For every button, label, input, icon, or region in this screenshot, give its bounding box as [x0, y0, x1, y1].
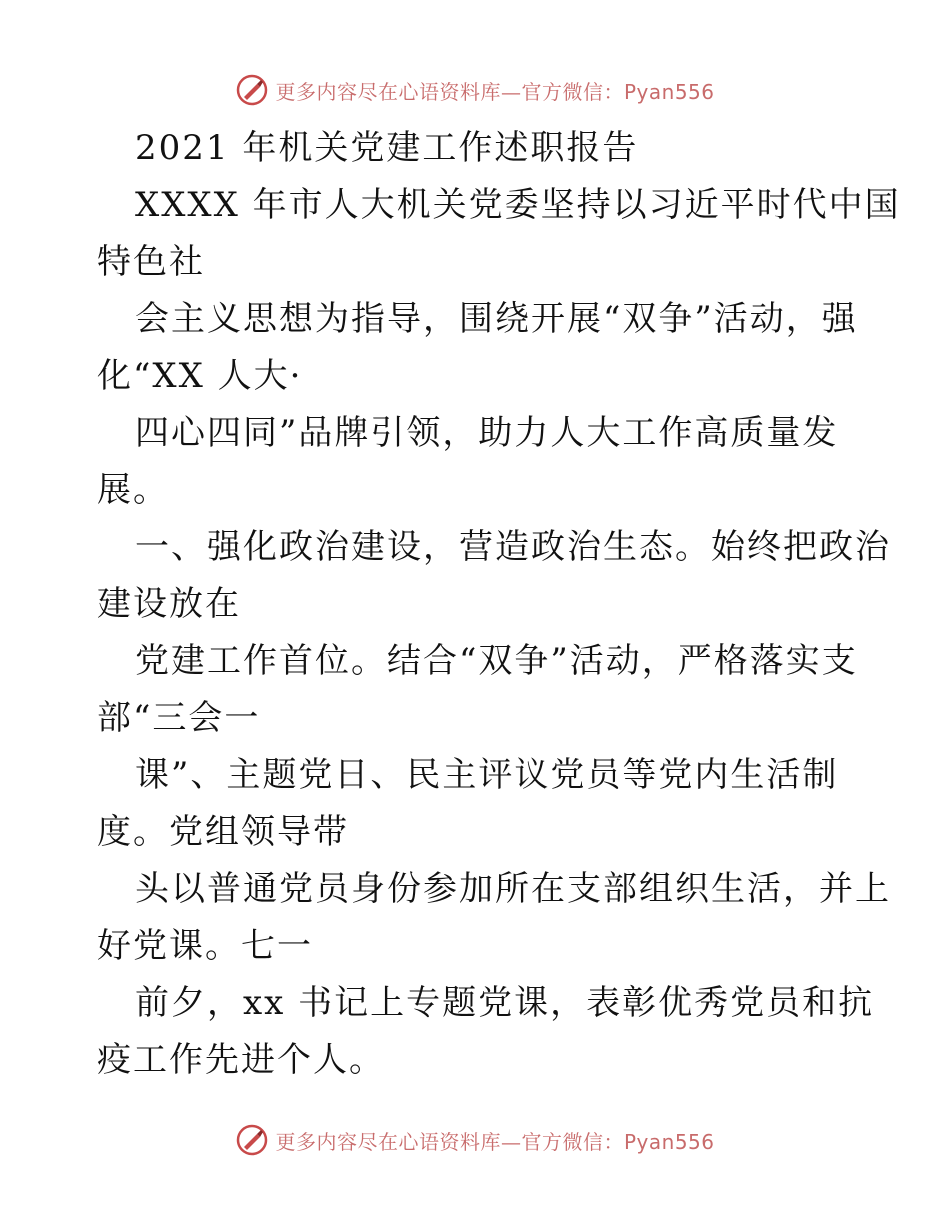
watermark-group [235, 1123, 714, 1157]
watermark-main-text: 更多内容尽在心语资料库 [275, 1129, 501, 1154]
paragraph-line: 特色社 [97, 242, 205, 282]
paragraph-line: 化“XX 人大· [97, 356, 303, 396]
paragraph-line: 展。 [97, 470, 169, 510]
watermark-suffix-text: 官方微信： [521, 1129, 624, 1154]
paragraph-line: 四心四同”品牌引领，助力人大工作高质量发 [135, 413, 839, 453]
section-heading-line: 一、强化政治建设，营造政治生态。始终把政治 [135, 527, 891, 567]
watermark-suffix-text: 官方微信： [521, 79, 624, 104]
paragraph-line: 度。党组领导带 [97, 812, 349, 852]
document-body [97, 120, 901, 1089]
watermark-group [235, 73, 714, 107]
pen-nib-logo-icon [235, 73, 269, 107]
watermark-text [275, 76, 714, 105]
document-title: 2021 年机关党建工作述职报告 [135, 128, 639, 168]
paragraph-line: 建设放在 [97, 584, 241, 624]
watermark-handle: Pyan556 [623, 1129, 715, 1154]
paragraph-line: 前夕，xx 书记上专题党课，表彰优秀党员和抗 [135, 983, 875, 1023]
paragraph-line: 课”、主题党日、民主评议党员等党内生活制 [135, 755, 839, 795]
paragraph-line: 会主义思想为指导，围绕开展“双争”活动，强 [135, 299, 858, 339]
paragraph-line: 党建工作首位。结合“双争”活动，严格落实支 [135, 641, 858, 681]
footer-watermark [0, 1120, 950, 1160]
paragraph-line: 部“三会一 [97, 698, 261, 738]
paragraph-line: XXXX 年市人大机关党委坚持以习近平时代中国 [135, 185, 901, 225]
watermark-text [275, 1126, 714, 1155]
watermark-main-text: 更多内容尽在心语资料库 [275, 79, 501, 104]
paragraph-line: 好党课。七一 [97, 926, 313, 966]
watermark-dash: — [500, 1129, 522, 1154]
paragraph-line: 头以普通党员身份参加所在支部组织生活，并上 [135, 869, 891, 909]
header-watermark [0, 70, 950, 110]
watermark-handle: Pyan556 [623, 79, 715, 104]
pen-nib-logo-icon [235, 1123, 269, 1157]
paragraph-line: 疫工作先进个人。 [97, 1040, 385, 1080]
watermark-dash: — [500, 79, 522, 104]
